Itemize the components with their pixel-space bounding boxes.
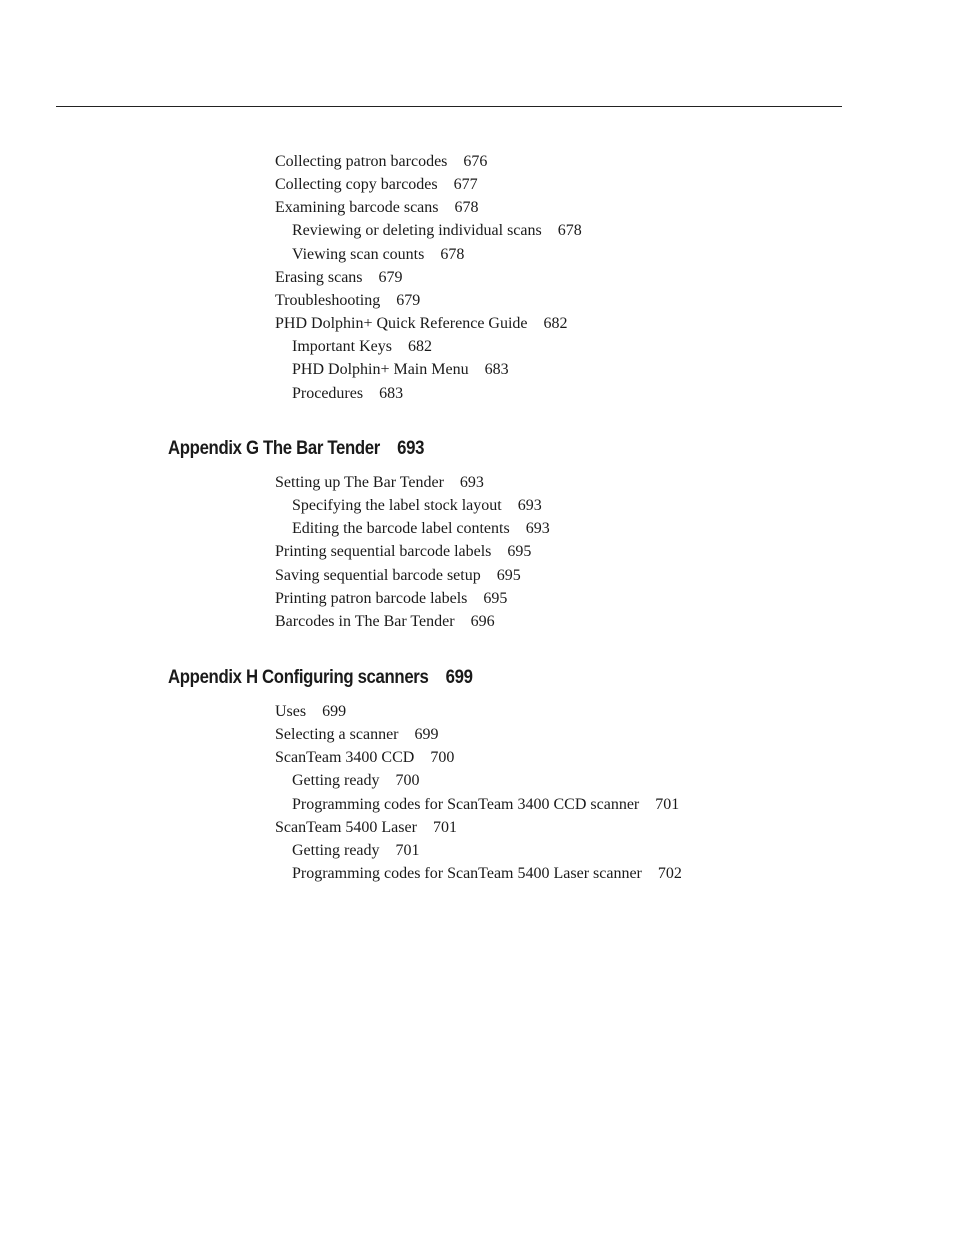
toc-entry-title: Setting up The Bar Tender xyxy=(275,474,444,491)
toc-entry-title: Erasing scans xyxy=(275,268,363,286)
toc-subentry[interactable] xyxy=(292,496,542,516)
toc-entry-page: 693 xyxy=(525,520,550,538)
toc-subentry[interactable] xyxy=(292,519,550,539)
toc-entry[interactable] xyxy=(275,152,487,172)
toc-entry-page: 700 xyxy=(395,772,420,790)
toc-entry-title: Important Keys xyxy=(292,338,392,356)
toc-entry-title: Troubleshooting xyxy=(275,291,381,309)
toc-entry[interactable] xyxy=(275,725,439,745)
toc-entry-title: Getting ready xyxy=(292,772,380,790)
toc-entry-page: 682 xyxy=(407,338,432,356)
toc-entry[interactable] xyxy=(275,314,568,334)
toc-entry[interactable] xyxy=(275,702,346,722)
toc-entry[interactable] xyxy=(275,175,478,195)
toc-entry-page: 702 xyxy=(657,865,682,883)
toc-entry-title: Getting ready xyxy=(292,841,380,859)
toc-entry-title: Uses xyxy=(275,703,307,720)
toc-entry-page: 696 xyxy=(470,612,495,630)
toc-entry-title: ScanTeam 5400 Laser xyxy=(275,818,417,836)
toc-entry-page: 695 xyxy=(483,589,508,607)
toc-entry-title: Printing patron barcode labels xyxy=(275,589,468,607)
toc-subentry[interactable] xyxy=(292,245,464,265)
toc-subentry[interactable] xyxy=(292,337,432,357)
toc-entry-page: 693 xyxy=(459,474,484,491)
toc-entry[interactable] xyxy=(275,198,479,218)
toc-entry-page: 699 xyxy=(414,726,439,744)
toc-entry[interactable] xyxy=(275,268,403,288)
toc-entry-title: Printing sequential barcode labels xyxy=(275,543,492,561)
toc-entry-title: Procedures xyxy=(292,384,364,402)
toc-subentry[interactable] xyxy=(292,864,682,884)
toc-entry-title: Examining barcode scans xyxy=(275,199,439,217)
toc-entry[interactable] xyxy=(275,612,495,632)
toc-entry-page: 679 xyxy=(378,268,403,286)
toc-entry-title: Saving sequential barcode setup xyxy=(275,566,481,584)
toc-entry-title: Reviewing or deleting individual scans xyxy=(292,222,542,240)
toc-entry-page: 695 xyxy=(496,566,521,584)
toc-entry-title: Selecting a scanner xyxy=(275,726,399,744)
appendix-heading[interactable] xyxy=(168,665,473,689)
toc-entry-page: 693 xyxy=(517,497,542,515)
toc-entry-page: 695 xyxy=(507,543,532,561)
toc-entry-title: Specifying the label stock layout xyxy=(292,497,502,515)
toc-entry-page: 701 xyxy=(395,841,420,859)
toc-entry-page: 682 xyxy=(543,315,568,333)
toc-entry-title: Programming codes for ScanTeam 5400 Laser scanner xyxy=(292,865,642,883)
toc-entry[interactable] xyxy=(275,748,454,768)
appendix-heading-page: 699 xyxy=(445,666,473,688)
toc-entry-title: Editing the barcode label contents xyxy=(292,520,510,538)
toc-subentry[interactable] xyxy=(292,795,679,815)
toc-entry[interactable] xyxy=(275,291,420,311)
toc-entry-title: Viewing scan counts xyxy=(292,245,425,263)
toc-entry-title: PHD Dolphin+ Quick Reference Guide xyxy=(275,315,528,333)
toc-entry-page: 679 xyxy=(396,291,421,309)
toc-entry-page: 676 xyxy=(463,153,488,170)
header-rule xyxy=(56,106,842,107)
appendix-heading-title: Appendix H Configuring scanners xyxy=(168,666,429,688)
toc-subentry[interactable] xyxy=(292,384,403,404)
toc-entry[interactable] xyxy=(275,566,521,586)
toc-entry-title: Barcodes in The Bar Tender xyxy=(275,612,455,630)
toc-entry-page: 678 xyxy=(440,245,465,263)
toc-entry-page: 701 xyxy=(655,795,680,813)
toc-entry-title: PHD Dolphin+ Main Menu xyxy=(292,361,469,379)
toc-entry-page: 678 xyxy=(454,199,479,217)
toc-entry-page: 701 xyxy=(432,818,457,836)
toc-entry[interactable] xyxy=(275,589,507,609)
toc-entry-title: Collecting patron barcodes xyxy=(275,153,448,170)
toc-entry[interactable] xyxy=(275,818,457,838)
appendix-heading-title: Appendix G The Bar Tender xyxy=(168,437,380,459)
toc-entry-title: Programming codes for ScanTeam 3400 CCD scanner xyxy=(292,795,640,813)
toc-entry-page: 677 xyxy=(453,176,478,194)
toc-entry-title: ScanTeam 3400 CCD xyxy=(275,749,415,767)
toc-subentry[interactable] xyxy=(292,360,509,380)
toc-entry-page: 683 xyxy=(484,361,509,379)
toc-subentry[interactable] xyxy=(292,841,420,861)
toc-entry-page: 699 xyxy=(322,703,347,720)
appendix-heading[interactable] xyxy=(168,436,424,460)
toc-entry-page: 678 xyxy=(557,222,582,240)
toc-entry[interactable] xyxy=(275,473,484,493)
toc-entry-page: 683 xyxy=(379,384,404,402)
appendix-heading-page: 693 xyxy=(397,437,425,459)
toc-entry[interactable] xyxy=(275,542,531,562)
toc-subentry[interactable] xyxy=(292,771,420,791)
toc-entry-page: 700 xyxy=(430,749,455,767)
toc-subentry[interactable] xyxy=(292,221,582,241)
toc-entry-title: Collecting copy barcodes xyxy=(275,176,438,194)
